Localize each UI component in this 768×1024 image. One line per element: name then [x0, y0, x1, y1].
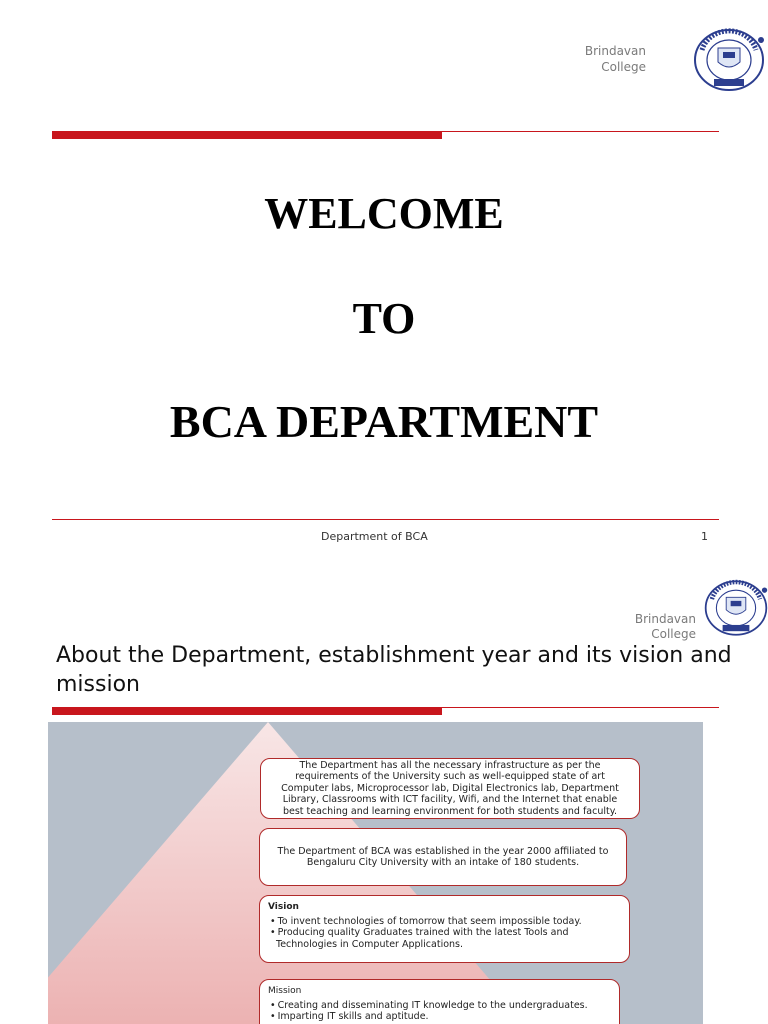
- vision-heading: Vision: [268, 902, 299, 912]
- mission-box: [259, 979, 620, 1024]
- red-accent-bar-2: [52, 707, 442, 715]
- footer-text: Department of BCA: [321, 530, 428, 543]
- mission-item: • Imparting IT skills and aptitude.: [268, 1011, 611, 1023]
- slide-title-line-3: BCA DEPARTMENT: [169, 396, 599, 447]
- slide-title-line-1: WELCOME: [264, 189, 504, 238]
- page-number: 1: [701, 530, 708, 543]
- pyramid-diagram: [48, 722, 703, 1024]
- vision-item: • Producing quality Graduates trained with the latest Tools and Technologies in Computer Applications.: [268, 927, 621, 950]
- mission-item: • Creating and disseminating IT knowledge to the undergraduates.: [268, 1000, 611, 1012]
- establishment-box: The Department of BCA was established in the year 2000 affiliated to Bengaluru City University with an intake of 180 students.: [259, 828, 627, 886]
- vision-box: [259, 895, 630, 963]
- college-crest-icon-2: [703, 577, 768, 639]
- footer-divider: [52, 519, 719, 520]
- infrastructure-box: The Department has all the necessary infrastructure as per the requirements of the University such as well-equipped state of art Computer labs, Microprocessor lab, Digital Electronics lab, Department Library, Classrooms with ICT facility, Wifi, and the Internet that enable best teaching and learning environment for both students and faculty.: [260, 758, 640, 819]
- red-accent-bar: [52, 131, 442, 139]
- slide-title-line-2: TO: [352, 294, 416, 343]
- slide-title: About the Department, establishment year and its vision and mission: [56, 643, 732, 697]
- vision-item: • To invent technologies of tomorrow that seem impossible today.: [268, 916, 621, 928]
- red-divider-line: [442, 131, 719, 132]
- brand-name: Brindavan College: [584, 44, 646, 74]
- red-divider-line-2: [442, 707, 719, 708]
- mission-heading: Mission: [268, 986, 302, 996]
- college-crest-icon: [692, 28, 766, 92]
- brand-name-2: Brindavan College: [634, 612, 696, 641]
